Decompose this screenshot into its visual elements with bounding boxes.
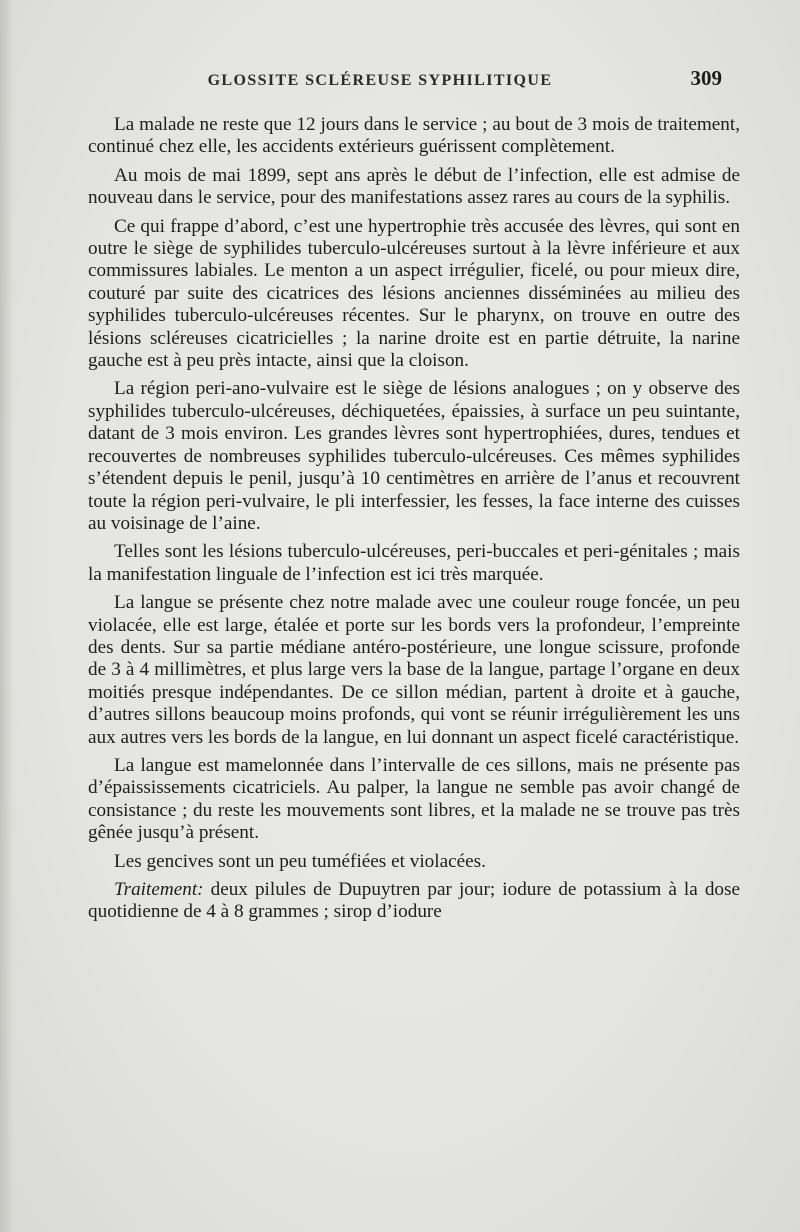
running-title: GLOSSITE SCLÉREUSE SYPHILITIQUE <box>207 72 553 89</box>
paragraph: Les gencives sont un peu tuméfiées et violacées. <box>114 850 486 872</box>
page-header <box>90 66 730 96</box>
paragraph: La langue se présente chez notre malade avec une couleur rouge foncée, un peu violacée, elle est large, étalée et porte sur les bords vers la profondeur, l’empreinte des dents. Sur sa partie médiane antéro-postérieure, une longue scissure, profonde de 3 à 4 millimètres, et plus large vers la base de la langue, partage l’organe en deux moitiés presque indépendantes. De ce sillon médian, partent à droite et à gauche, d’autres sillons beaucoup moins profonds, qui vont se réunir irrégulièrement les uns aux autres vers les bords de la langue, en lui donnant un aspect ficelé caractéristique. <box>88 592 740 748</box>
page-gutter-shadow <box>0 0 14 1232</box>
paragraph: Telles sont les lésions tuberculo-ulcéreuses, peri-buccales et peri-génitales ; mais la manifestation linguale de l’infection est ici très marquée. <box>88 541 740 585</box>
treatment-label: Traitement: <box>114 879 204 900</box>
paragraph: La région peri-ano-vulvaire est le siège de lésions analogues ; on y observe des syphilides tuberculo-ulcéreuses, déchiquetées, épaissies, à surface un peu suintante, datant de 3 mois environ. Les grandes lèvres sont hypertrophiées, dures, tendues et recouvertes de nombreuses syphilides tuberculo-ulcéreuses. Ces mêmes syphilides s’étendent depuis le penil, jusqu’à 10 centimètres en arrière de l’anus et recouvrent toute la région peri-vulvaire, le pli interfessier, les fesses, la face interne des cuisses au voisinage de l’aine. <box>88 378 740 534</box>
treatment-paragraph <box>88 879 740 924</box>
paragraph: Ce qui frappe d’abord, c’est une hypertrophie très accusée des lèvres, qui sont en outre le siège de syphilides tuberculo-ulcéreuses surtout à la lèvre inférieure et aux commissures labiales. Le menton a un aspect irrégulier, ficelé, ou pour mieux dire, couturé par suite des cicatrices des lésions anciennes disséminées au milieu des syphilides tuberculo-ulcéreuses récentes. Sur le pharynx, on trouve en outre des lésions scléreuses cicatricielles ; la narine droite est en partie détruite, la narine gauche est à peu près intacte, ainsi que la cloison. <box>88 215 740 372</box>
page-number: 309 <box>690 66 722 90</box>
paragraph: La langue est mamelonnée dans l’intervalle de ces sillons, mais ne présente pas d’épaississements cicatriciels. Au palper, la langue ne semble pas avoir changé de consistance ; du reste les mouvements sont libres, et la malade ne se trouve pas très gênée jusqu’à présent. <box>88 754 740 844</box>
paragraph: La malade ne reste que 12 jours dans le service ; au bout de 3 mois de traitement, continué chez elle, les accidents extérieurs guérissent complètement. <box>88 114 740 158</box>
treatment-text: deux pilules de Dupuytren par jour; iodure de potassium à la dose quotidienne de 4 à 8 grammes ; sirop d’iodure <box>88 879 740 923</box>
body-text <box>88 114 740 924</box>
paragraph: Au mois de mai 1899, sept ans après le début de l’infection, elle est admise de nouveau dans le service, pour des manifestations assez rares au cours de la syphilis. <box>88 164 740 209</box>
